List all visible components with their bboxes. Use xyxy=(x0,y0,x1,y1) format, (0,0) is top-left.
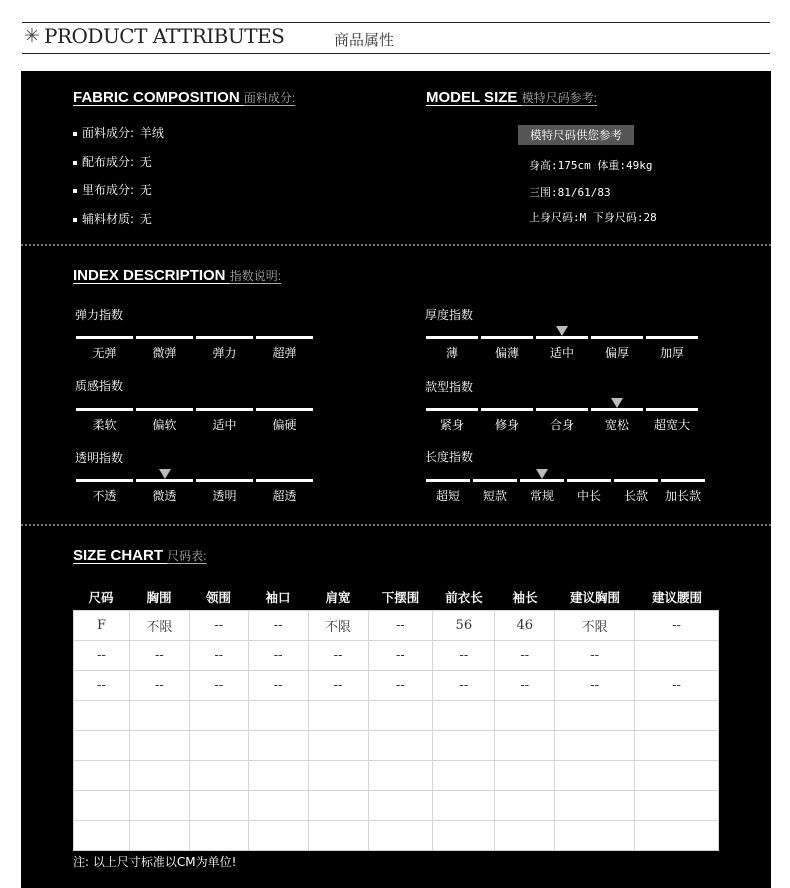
table-cell: 不限 xyxy=(129,611,189,641)
scale-option: 偏薄 xyxy=(481,336,533,361)
scale-option: 弹力 xyxy=(196,336,253,361)
fabric-item xyxy=(73,124,164,141)
model-title xyxy=(426,89,597,106)
table-cell xyxy=(248,761,308,791)
fit-scale xyxy=(426,408,698,433)
fabric-item xyxy=(73,181,152,198)
scale-option: 适中 xyxy=(196,408,253,433)
fabric-item-label: 面料成分: xyxy=(82,126,135,140)
table-row xyxy=(74,641,719,671)
table-row xyxy=(74,761,719,791)
table-cell xyxy=(74,701,130,731)
selected-marker-icon xyxy=(556,326,568,336)
table-cell xyxy=(555,761,635,791)
thickness-scale xyxy=(426,336,698,361)
table-cell xyxy=(74,731,130,761)
thickness-label: 厚度指数 xyxy=(425,308,474,322)
column-header: 胸围 xyxy=(146,590,172,605)
fabric-subtitle: 面料成分: xyxy=(243,91,296,105)
table-cell xyxy=(495,821,555,851)
table-row xyxy=(74,671,719,701)
fabric-item-value: 无 xyxy=(139,212,152,226)
table-cell: -- xyxy=(129,641,189,671)
column-header: 肩宽 xyxy=(325,590,351,605)
table-cell xyxy=(495,701,555,731)
table-cell xyxy=(555,791,635,821)
table-row xyxy=(74,701,719,731)
table-cell xyxy=(495,731,555,761)
size-chart-subtitle: 尺码表: xyxy=(167,549,207,563)
table-cell: -- xyxy=(189,671,248,701)
scale-option: 超宽大 xyxy=(646,408,698,433)
table-cell: -- xyxy=(74,671,130,701)
table-cell xyxy=(433,701,495,731)
table-cell xyxy=(495,761,555,791)
fit-label: 款型指数 xyxy=(425,380,474,394)
scale-option: 加长款 xyxy=(661,479,705,504)
table-row xyxy=(74,791,719,821)
scale-option: 薄 xyxy=(426,336,478,361)
scale-option: 微透 xyxy=(136,479,193,504)
table-cell xyxy=(555,821,635,851)
table-cell: -- xyxy=(495,641,555,671)
scale-option: 紧身 xyxy=(426,408,478,433)
table-cell: -- xyxy=(248,611,308,641)
table-cell xyxy=(129,731,189,761)
column-header: 领围 xyxy=(205,590,231,605)
scale-option: 加厚 xyxy=(646,336,698,361)
scale-option: 超短 xyxy=(426,479,470,504)
table-cell xyxy=(433,731,495,761)
table-cell xyxy=(635,791,719,821)
fabric-model-panel xyxy=(21,71,771,244)
table-cell: -- xyxy=(74,641,130,671)
table-cell xyxy=(308,731,368,761)
table-cell xyxy=(635,821,719,851)
column-header: 尺码 xyxy=(88,590,114,605)
section-header xyxy=(22,22,770,54)
model-subtitle: 模特尺码参考: xyxy=(521,91,597,105)
table-cell: -- xyxy=(368,671,433,701)
table-cell xyxy=(189,821,248,851)
table-cell xyxy=(74,821,130,851)
column-header: 袖口 xyxy=(265,590,291,605)
scale-option: 无弹 xyxy=(76,336,133,361)
table-cell: -- xyxy=(129,671,189,701)
table-cell xyxy=(129,761,189,791)
table-cell xyxy=(433,761,495,791)
table-cell xyxy=(635,701,719,731)
table-cell: -- xyxy=(555,641,635,671)
scale-option: 长款 xyxy=(614,479,658,504)
fabric-title-text: FABRIC COMPOSITION xyxy=(73,89,240,106)
table-cell: -- xyxy=(495,671,555,701)
header-title-en: PRODUCT ATTRIBUTES xyxy=(44,24,285,48)
table-cell xyxy=(368,791,433,821)
index-subtitle: 指数说明: xyxy=(229,269,282,283)
fabric-item-label: 辅料材质: xyxy=(82,212,135,226)
table-cell: -- xyxy=(308,641,368,671)
table-cell: -- xyxy=(368,641,433,671)
table-cell: -- xyxy=(308,671,368,701)
scale-option: 合身 xyxy=(536,408,588,433)
table-cell xyxy=(433,791,495,821)
model-sizes: 上身尺码:M 下身尺码:28 xyxy=(529,211,657,224)
table-cell xyxy=(555,701,635,731)
table-cell xyxy=(189,701,248,731)
scale-option: 中长 xyxy=(567,479,611,504)
elasticity-scale xyxy=(76,336,313,361)
table-cell: 不限 xyxy=(555,611,635,641)
selected-marker-icon xyxy=(611,398,623,408)
bullet-icon xyxy=(73,132,77,136)
table-cell xyxy=(248,701,308,731)
model-height-weight: 身高:175cm 体重:49kg xyxy=(529,159,653,172)
scale-option: 超透 xyxy=(256,479,313,504)
table-row xyxy=(74,611,719,641)
column-header: 建议腰围 xyxy=(651,590,702,605)
length-label: 长度指数 xyxy=(425,450,474,464)
scale-option: 微弹 xyxy=(136,336,193,361)
size-chart-table xyxy=(73,610,719,851)
table-cell: -- xyxy=(433,641,495,671)
table-cell xyxy=(129,701,189,731)
model-title-text: MODEL SIZE xyxy=(426,89,518,106)
column-header: 前衣长 xyxy=(445,590,483,605)
scale-option: 超弹 xyxy=(256,336,313,361)
table-cell: -- xyxy=(368,611,433,641)
table-cell xyxy=(74,791,130,821)
table-cell xyxy=(635,731,719,761)
selected-marker-icon xyxy=(159,469,171,479)
table-cell: -- xyxy=(433,671,495,701)
table-cell xyxy=(495,791,555,821)
scale-option: 透明 xyxy=(196,479,253,504)
column-header: 建议胸围 xyxy=(569,590,620,605)
texture-label: 质感指数 xyxy=(75,379,124,393)
scale-option: 偏厚 xyxy=(591,336,643,361)
scale-option: 偏软 xyxy=(136,408,193,433)
transparency-scale xyxy=(76,479,313,504)
table-cell xyxy=(308,821,368,851)
size-chart-title xyxy=(73,547,207,564)
table-cell xyxy=(635,761,719,791)
table-cell xyxy=(248,791,308,821)
table-cell: 不限 xyxy=(308,611,368,641)
fabric-item-value: 无 xyxy=(139,183,152,197)
bullet-icon xyxy=(73,218,77,222)
table-cell xyxy=(308,701,368,731)
table-cell: -- xyxy=(635,611,719,641)
table-cell: 46 xyxy=(495,611,555,641)
table-cell xyxy=(189,761,248,791)
scale-option: 宽松 xyxy=(591,408,643,433)
scale-option: 柔软 xyxy=(76,408,133,433)
index-title xyxy=(73,267,281,284)
table-cell xyxy=(248,731,308,761)
model-measurements: 三围:81/61/83 xyxy=(529,186,611,199)
table-cell: 56 xyxy=(433,611,495,641)
fabric-item-value: 无 xyxy=(139,155,152,169)
transparency-label: 透明指数 xyxy=(75,451,124,465)
fabric-item-label: 配布成分: xyxy=(82,155,135,169)
table-cell: -- xyxy=(555,671,635,701)
scale-option: 短款 xyxy=(473,479,517,504)
size-chart-panel xyxy=(21,526,771,888)
selected-marker-icon xyxy=(536,469,548,479)
table-row xyxy=(74,821,719,851)
texture-scale xyxy=(76,408,313,433)
column-header: 下摆围 xyxy=(381,590,420,605)
sparkle-icon: ✳ xyxy=(24,25,40,47)
fabric-item xyxy=(73,153,152,170)
index-panel xyxy=(21,246,771,524)
table-cell: F xyxy=(74,611,130,641)
table-cell: -- xyxy=(248,641,308,671)
table-cell xyxy=(368,701,433,731)
scale-option: 偏硬 xyxy=(256,408,313,433)
column-header: 袖长 xyxy=(512,590,538,605)
table-cell xyxy=(308,761,368,791)
table-cell xyxy=(368,821,433,851)
scale-option: 修身 xyxy=(481,408,533,433)
bullet-icon xyxy=(73,189,77,193)
fabric-item xyxy=(73,210,152,227)
scale-option: 适中 xyxy=(536,336,588,361)
table-cell: -- xyxy=(189,611,248,641)
table-cell xyxy=(555,731,635,761)
size-chart-title-text: SIZE CHART xyxy=(73,547,163,564)
size-chart-note: 注: 以上尺寸标准以CM为单位! xyxy=(73,855,237,869)
fabric-item-value: 羊绒 xyxy=(139,126,164,140)
table-cell xyxy=(74,761,130,791)
size-chart-header xyxy=(73,588,721,606)
model-size-badge: 模特尺码供您参考 xyxy=(518,125,634,145)
table-cell xyxy=(248,821,308,851)
fabric-title xyxy=(73,89,295,106)
table-cell xyxy=(433,821,495,851)
table-cell xyxy=(129,791,189,821)
table-row xyxy=(74,731,719,761)
table-cell: -- xyxy=(635,671,719,701)
scale-option: 不透 xyxy=(76,479,133,504)
table-cell xyxy=(368,731,433,761)
length-scale xyxy=(426,479,705,504)
table-cell xyxy=(368,761,433,791)
table-cell xyxy=(308,791,368,821)
bullet-icon xyxy=(73,161,77,165)
table-cell xyxy=(189,731,248,761)
table-cell xyxy=(189,791,248,821)
table-cell xyxy=(635,641,719,671)
scale-option: 常规 xyxy=(520,479,564,504)
elasticity-label: 弹力指数 xyxy=(75,308,124,322)
fabric-item-label: 里布成分: xyxy=(82,183,135,197)
table-cell: -- xyxy=(248,671,308,701)
table-cell: -- xyxy=(189,641,248,671)
header-title-cn: 商品属性 xyxy=(334,31,395,49)
table-cell xyxy=(129,821,189,851)
index-title-text: INDEX DESCRIPTION xyxy=(73,267,226,284)
